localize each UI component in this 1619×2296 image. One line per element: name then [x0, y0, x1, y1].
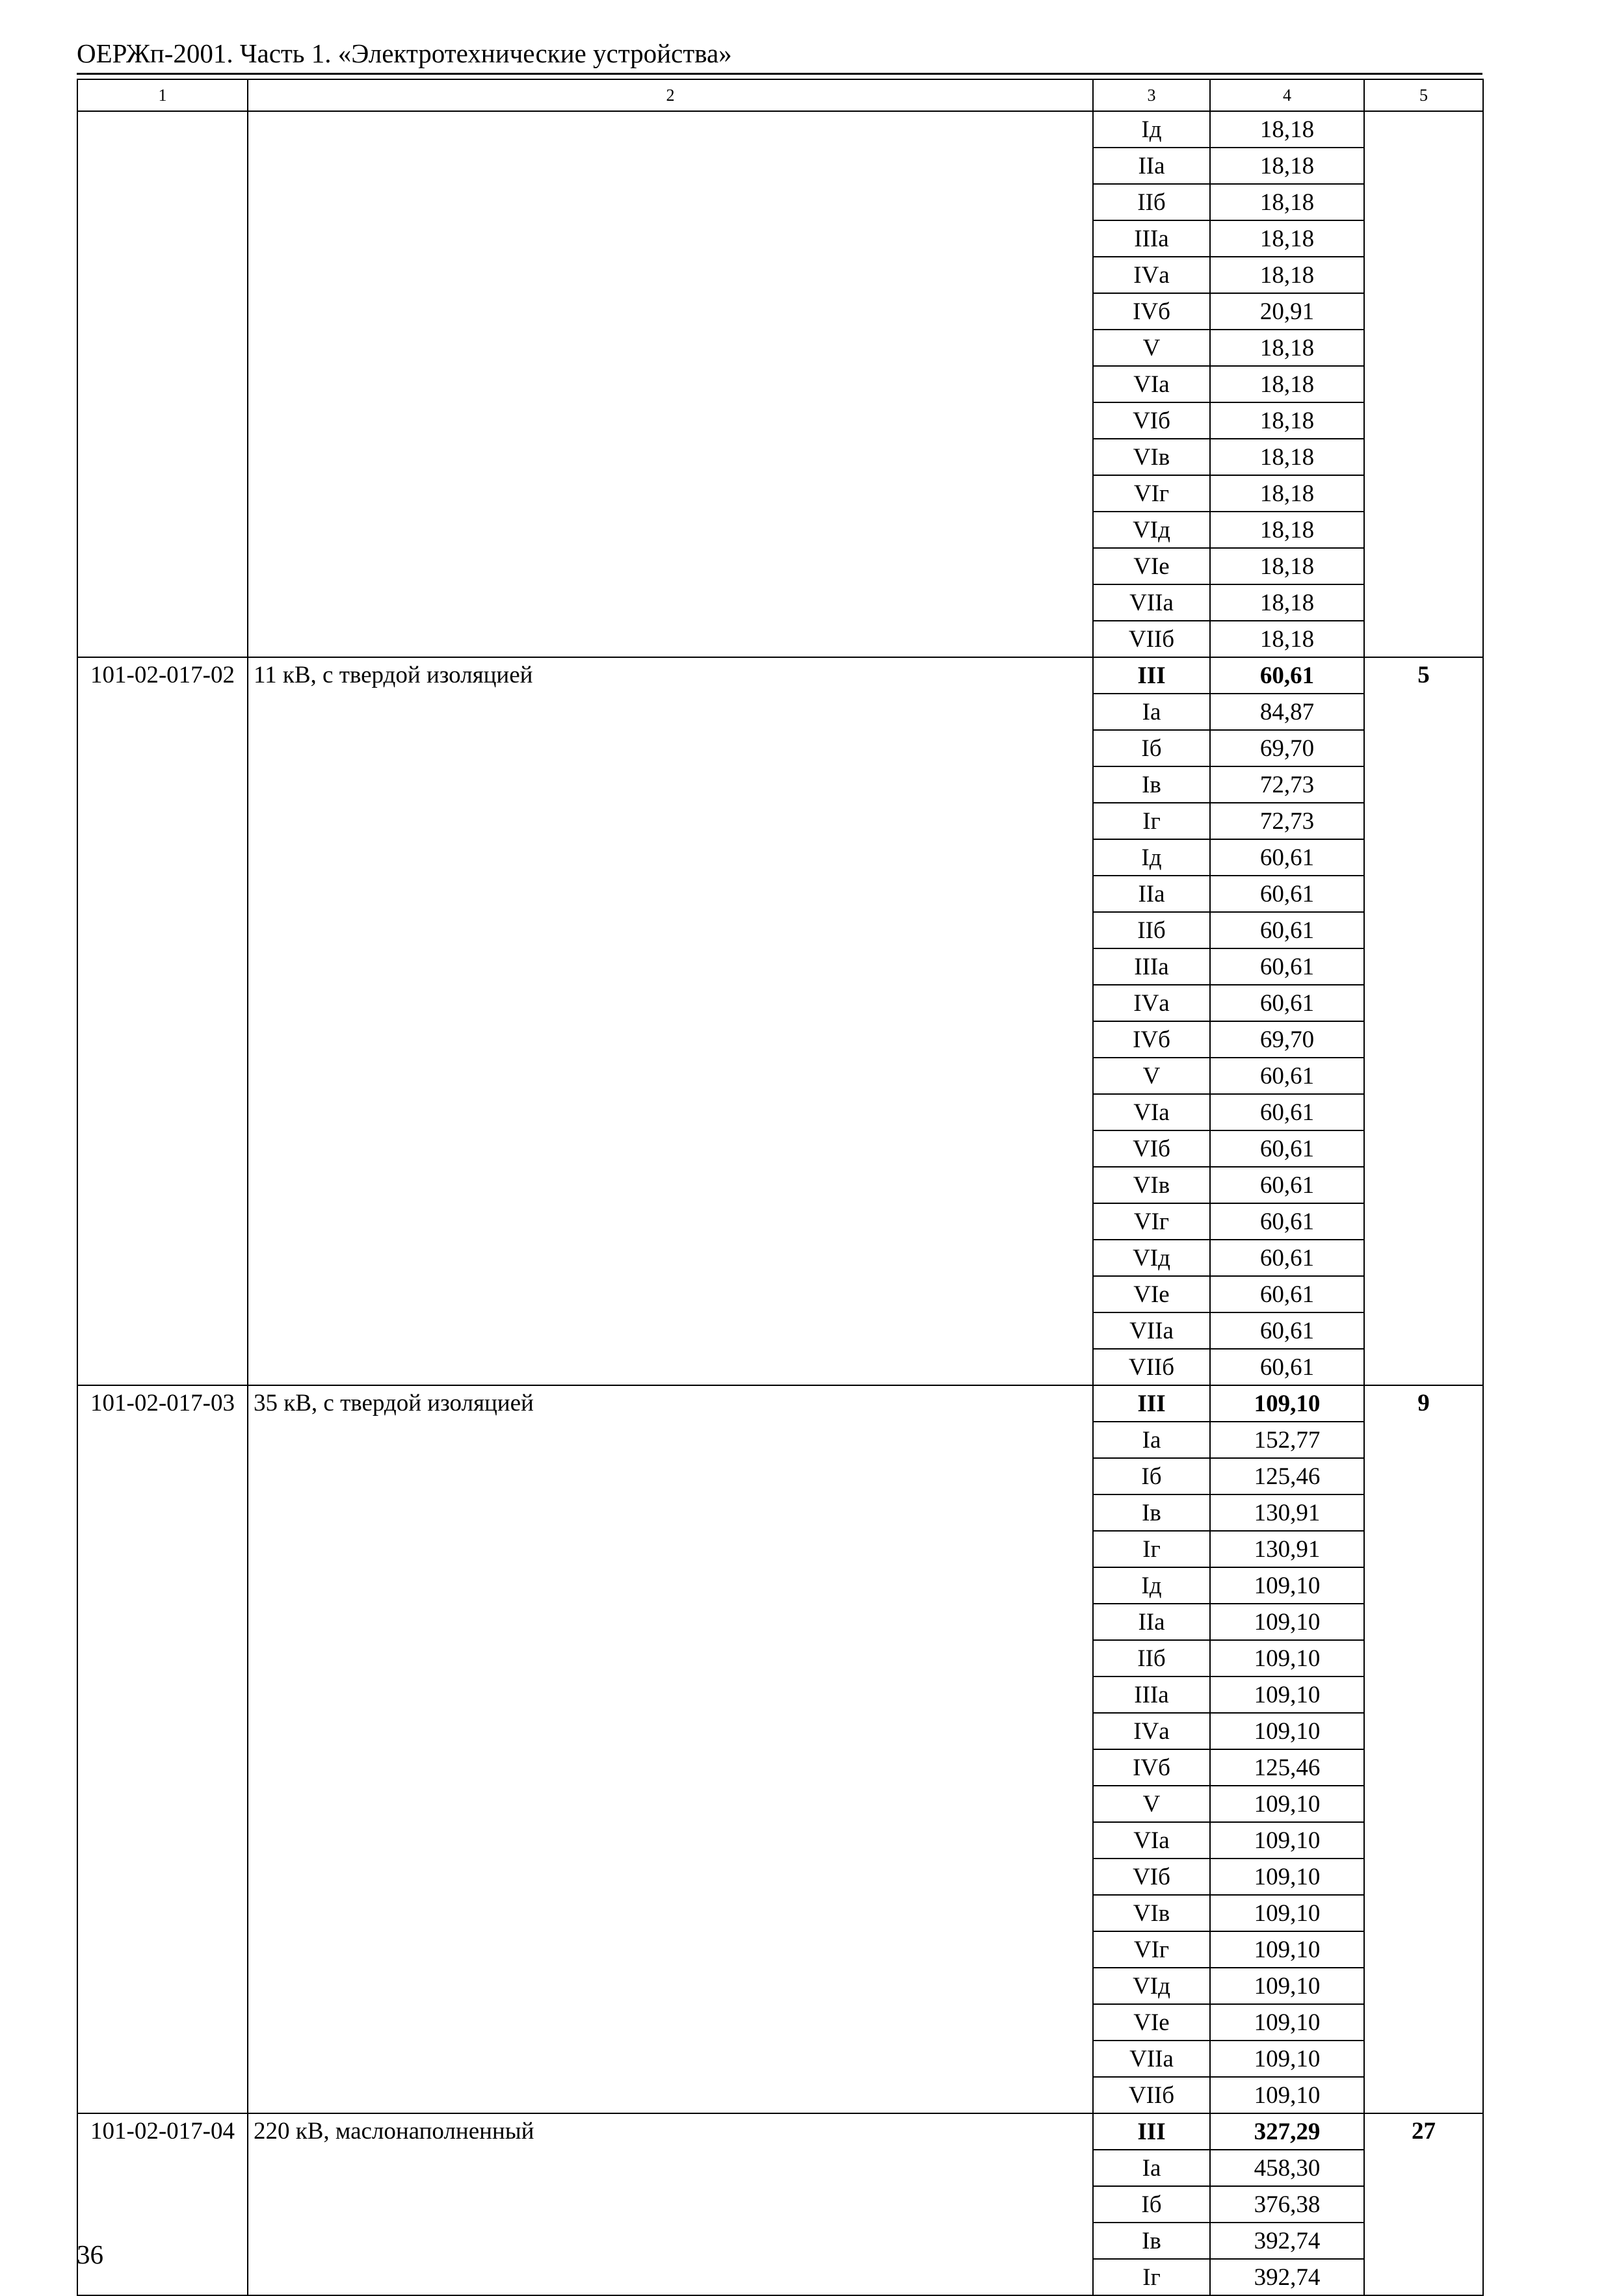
zone-cell: VIб — [1093, 1859, 1210, 1895]
zone-cell: III — [1093, 2113, 1210, 2150]
zone-cell: VIв — [1093, 1167, 1210, 1203]
value-cell: 60,61 — [1210, 1130, 1364, 1167]
zone-cell: VIе — [1093, 2004, 1210, 2041]
zone-cell: IVа — [1093, 1713, 1210, 1749]
zone-cell: VIа — [1093, 1094, 1210, 1130]
column-number-4: 4 — [1210, 79, 1364, 111]
zone-cell: VIд — [1093, 1240, 1210, 1276]
table-row — [77, 657, 1483, 694]
value-cell: 18,18 — [1210, 439, 1364, 475]
value-cell: 18,18 — [1210, 402, 1364, 439]
zone-cell: Iб — [1093, 2186, 1210, 2223]
zone-cell: IVа — [1093, 257, 1210, 293]
value-cell: 72,73 — [1210, 803, 1364, 839]
value-cell: 18,18 — [1210, 621, 1364, 657]
value-cell: 109,10 — [1210, 1567, 1364, 1604]
value-cell: 18,18 — [1210, 220, 1364, 257]
price-table — [77, 79, 1484, 2296]
zone-cell: III — [1093, 657, 1210, 694]
value-cell: 69,70 — [1210, 1021, 1364, 1058]
zone-cell: VIд — [1093, 1968, 1210, 2004]
value-cell: 327,29 — [1210, 2113, 1364, 2150]
zone-cell: Iд — [1093, 111, 1210, 148]
value-cell: 109,10 — [1210, 1931, 1364, 1968]
value-cell: 72,73 — [1210, 766, 1364, 803]
column-number-5: 5 — [1364, 79, 1483, 111]
zone-cell: Iг — [1093, 803, 1210, 839]
zone-cell: VIе — [1093, 548, 1210, 584]
zone-cell: V — [1093, 330, 1210, 366]
code-cell: 101-02-017-03 — [77, 1385, 248, 2113]
value-cell: 18,18 — [1210, 475, 1364, 512]
zone-cell: IIIа — [1093, 948, 1210, 985]
zone-cell: IVб — [1093, 1021, 1210, 1058]
zone-cell: IIа — [1093, 148, 1210, 184]
zone-cell: IIб — [1093, 184, 1210, 220]
value-cell: 392,74 — [1210, 2223, 1364, 2259]
value-cell: 60,61 — [1210, 1312, 1364, 1349]
running-header: ОЕРЖп-2001. Часть 1. «Электротехнические устройства» — [77, 38, 732, 68]
value-cell: 18,18 — [1210, 512, 1364, 548]
value-cell: 130,91 — [1210, 1531, 1364, 1567]
value-cell: 60,61 — [1210, 1349, 1364, 1385]
value-cell: 109,10 — [1210, 1604, 1364, 1640]
name-cell: 220 кВ, маслонаполненный — [248, 2113, 1093, 2295]
value-cell: 125,46 — [1210, 1749, 1364, 1786]
zone-cell: IIIа — [1093, 1676, 1210, 1713]
zone-cell: IVб — [1093, 1749, 1210, 1786]
zone-cell: Iд — [1093, 1567, 1210, 1604]
name-cell: 11 кВ, с твердой изоляцией — [248, 657, 1093, 1385]
column-number-2: 2 — [248, 79, 1093, 111]
value-cell: 109,10 — [1210, 1676, 1364, 1713]
zone-cell: IVб — [1093, 293, 1210, 330]
value-cell: 125,46 — [1210, 1458, 1364, 1494]
value-cell: 18,18 — [1210, 184, 1364, 220]
value-cell: 109,10 — [1210, 2077, 1364, 2113]
zone-cell: VIIа — [1093, 584, 1210, 621]
code-cell — [77, 111, 248, 657]
value-cell: 18,18 — [1210, 548, 1364, 584]
zone-cell: IIб — [1093, 912, 1210, 948]
zone-cell: Iг — [1093, 2259, 1210, 2295]
value-cell: 109,10 — [1210, 2041, 1364, 2077]
value-cell: 109,10 — [1210, 2004, 1364, 2041]
page-number: 36 — [77, 2239, 103, 2269]
value-cell: 109,10 — [1210, 1640, 1364, 1676]
header-rule — [77, 73, 1482, 75]
zone-cell: Iв — [1093, 1494, 1210, 1531]
value-cell: 376,38 — [1210, 2186, 1364, 2223]
zone-cell: Iб — [1093, 1458, 1210, 1494]
zone-cell: Iа — [1093, 2150, 1210, 2186]
value-cell: 18,18 — [1210, 584, 1364, 621]
value-cell: 152,77 — [1210, 1422, 1364, 1458]
value-cell: 458,30 — [1210, 2150, 1364, 2186]
zone-cell: V — [1093, 1058, 1210, 1094]
zone-cell: VIа — [1093, 366, 1210, 402]
zone-cell: IIб — [1093, 1640, 1210, 1676]
value-cell: 18,18 — [1210, 257, 1364, 293]
zone-cell: VIIа — [1093, 1312, 1210, 1349]
value-cell: 60,61 — [1210, 839, 1364, 876]
value-cell: 60,61 — [1210, 985, 1364, 1021]
value-cell: 109,10 — [1210, 1822, 1364, 1859]
value-cell: 18,18 — [1210, 330, 1364, 366]
value-cell: 69,70 — [1210, 730, 1364, 766]
value-cell: 60,61 — [1210, 1240, 1364, 1276]
zone-cell: VIIа — [1093, 2041, 1210, 2077]
value-cell: 60,61 — [1210, 1058, 1364, 1094]
zone-cell: VIв — [1093, 439, 1210, 475]
value-cell: 109,10 — [1210, 1968, 1364, 2004]
col5-cell: 27 — [1364, 2113, 1483, 2295]
zone-cell: VIг — [1093, 1931, 1210, 1968]
col5-cell — [1364, 111, 1483, 657]
value-cell: 20,91 — [1210, 293, 1364, 330]
col5-cell: 9 — [1364, 1385, 1483, 2113]
name-cell: 35 кВ, с твердой изоляцией — [248, 1385, 1093, 2113]
zone-cell: Iв — [1093, 2223, 1210, 2259]
value-cell: 392,74 — [1210, 2259, 1364, 2295]
table-row — [77, 2113, 1483, 2150]
column-number-row — [77, 79, 1483, 111]
value-cell: 60,61 — [1210, 1167, 1364, 1203]
value-cell: 60,61 — [1210, 1094, 1364, 1130]
zone-cell: VIг — [1093, 475, 1210, 512]
zone-cell: V — [1093, 1786, 1210, 1822]
value-cell: 109,10 — [1210, 1385, 1364, 1422]
zone-cell: IIа — [1093, 876, 1210, 912]
value-cell: 18,18 — [1210, 148, 1364, 184]
table-row — [77, 111, 1483, 148]
zone-cell: Iа — [1093, 694, 1210, 730]
zone-cell: VIд — [1093, 512, 1210, 548]
value-cell: 18,18 — [1210, 111, 1364, 148]
zone-cell: VIв — [1093, 1895, 1210, 1931]
zone-cell: Iд — [1093, 839, 1210, 876]
value-cell: 60,61 — [1210, 657, 1364, 694]
zone-cell: VIIб — [1093, 1349, 1210, 1385]
zone-cell: VIг — [1093, 1203, 1210, 1240]
col5-cell: 5 — [1364, 657, 1483, 1385]
value-cell: 18,18 — [1210, 366, 1364, 402]
value-cell: 109,10 — [1210, 1786, 1364, 1822]
value-cell: 109,10 — [1210, 1895, 1364, 1931]
zone-cell: IIа — [1093, 1604, 1210, 1640]
column-number-3: 3 — [1093, 79, 1210, 111]
value-cell: 60,61 — [1210, 1276, 1364, 1312]
zone-cell: III — [1093, 1385, 1210, 1422]
zone-cell: IIIа — [1093, 220, 1210, 257]
zone-cell: VIб — [1093, 1130, 1210, 1167]
code-cell: 101-02-017-02 — [77, 657, 248, 1385]
zone-cell: Iг — [1093, 1531, 1210, 1567]
code-cell: 101-02-017-04 — [77, 2113, 248, 2295]
zone-cell: Iв — [1093, 766, 1210, 803]
value-cell: 84,87 — [1210, 694, 1364, 730]
column-number-1: 1 — [77, 79, 248, 111]
value-cell: 130,91 — [1210, 1494, 1364, 1531]
zone-cell: VIIб — [1093, 621, 1210, 657]
table-row — [77, 1385, 1483, 1422]
zone-cell: Iа — [1093, 1422, 1210, 1458]
zone-cell: VIа — [1093, 1822, 1210, 1859]
zone-cell: VIIб — [1093, 2077, 1210, 2113]
zone-cell: VIб — [1093, 402, 1210, 439]
name-cell — [248, 111, 1093, 657]
value-cell: 60,61 — [1210, 1203, 1364, 1240]
value-cell: 60,61 — [1210, 876, 1364, 912]
zone-cell: Iб — [1093, 730, 1210, 766]
value-cell: 60,61 — [1210, 912, 1364, 948]
zone-cell: IVа — [1093, 985, 1210, 1021]
zone-cell: VIе — [1093, 1276, 1210, 1312]
value-cell: 60,61 — [1210, 948, 1364, 985]
value-cell: 109,10 — [1210, 1859, 1364, 1895]
value-cell: 109,10 — [1210, 1713, 1364, 1749]
